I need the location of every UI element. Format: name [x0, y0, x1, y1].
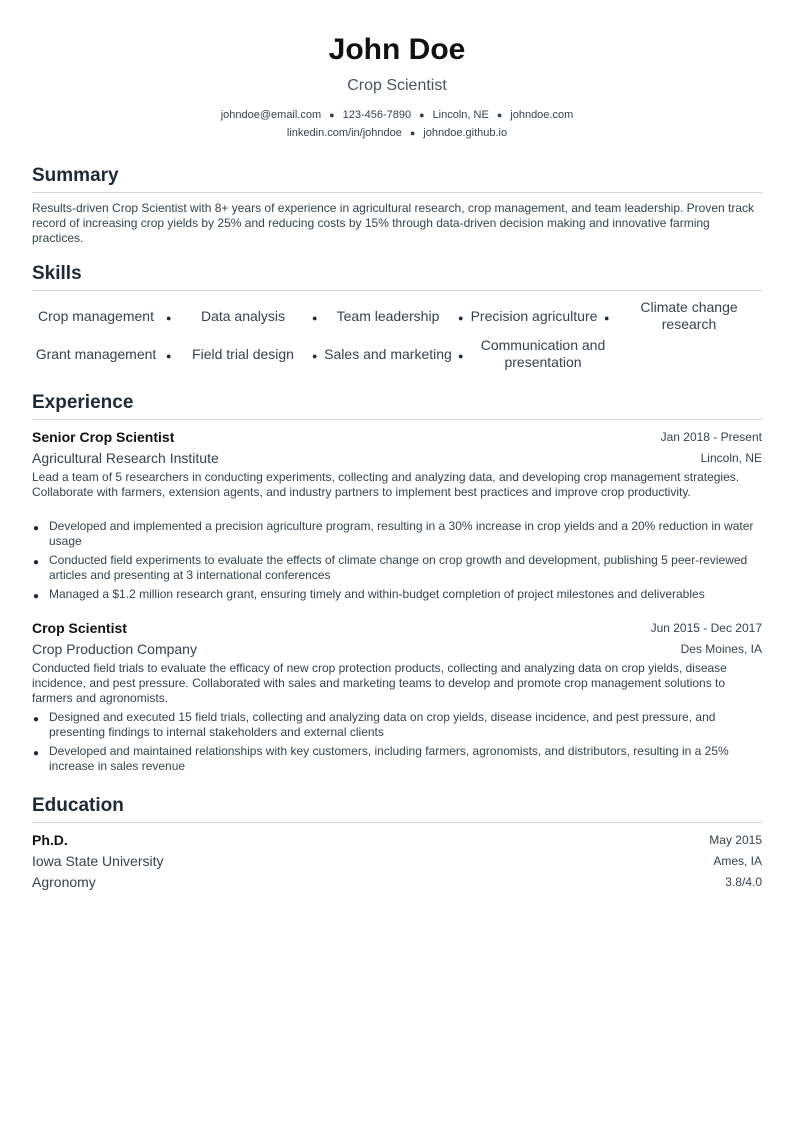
job-location: Lincoln, NE [700, 451, 762, 465]
candidate-title: Crop Scientist [347, 77, 447, 94]
education-degree: Ph.D. [32, 832, 68, 848]
education-divider [32, 822, 762, 823]
bullet-icon: ● [33, 714, 40, 725]
education-school: Iowa State University [32, 853, 164, 869]
skill-separator: ● [458, 351, 464, 361]
skill-separator: ● [166, 351, 172, 361]
job-bullet: ● Designed and executed 15 field trials, collecting and analyzing data on crop yields, disease incidence, and pest pressure, and presenting findings to internal stakeholders and external clients [33, 710, 716, 739]
contact-phone[interactable]: 123-456-7890 [342, 109, 412, 121]
contact-line-2 [32, 126, 762, 140]
job-bullet: ● Managed a $1.2 million research grant, ensuring timely and within-budget completion of project milestones and deliverables [33, 587, 705, 602]
job-title: Crop Scientist [32, 620, 127, 636]
job-bullet: ● Conducted field experiments to evaluate the effects of climate change on crop growth and development, publishing 5 peer-reviewed articles and presenting at 3 international conferences [33, 553, 748, 582]
contact-email[interactable]: johndoe@email.com [220, 109, 322, 121]
contact-github[interactable]: johndoe.github.io [423, 127, 508, 139]
summary-divider [32, 192, 762, 193]
job-description: Lead a team of 5 researchers in conducting experiments, collecting and analyzing data, and developing crop management strategies. Collaborate with farmers, extension agents, and industry partners to implement best practices and improve crop productivity. [32, 470, 740, 499]
job-location: Des Moines, IA [680, 642, 762, 656]
skill-item: Team leadership [336, 307, 440, 324]
skill-item: Data analysis [200, 307, 286, 324]
skill-item: Field trial design [192, 345, 294, 362]
job-dates: Jan 2018 - Present [660, 430, 762, 444]
education-field: Agronomy [32, 874, 96, 890]
bullet-icon: ● [33, 591, 40, 602]
education-location: Ames, IA [713, 854, 762, 868]
job-bullet: ● Developed and maintained relationships with key customers, including farmers, agronomists, and distributors, resulting in a 25% increase in sales revenue [33, 744, 729, 773]
skill-item: Grant management [35, 345, 157, 362]
contact-separator: ● [329, 110, 335, 120]
summary-text: Results-driven Crop Scientist with 8+ years of experience in agricultural research, crop management, and team leadership. Proven track record of increasing crop yields by 25% and reducing costs by 15% through data-driven decision making and innovative farming practices. [32, 201, 755, 245]
job-title: Senior Crop Scientist [32, 429, 175, 445]
skill-item: Precision agriculture [470, 307, 598, 324]
job-description: Conducted field trials to evaluate the efficacy of new crop protection products, collecting and analyzing data on crop yields, disease incidence, and pest pressure. Collaborated with sales and marketing teams to develop and promote crop management solutions to farmers and agronomists. [32, 661, 727, 705]
contact-linkedin[interactable]: linkedin.com/in/johndoe [286, 127, 402, 139]
skills-divider [32, 290, 762, 291]
experience-divider [32, 419, 762, 420]
contact-line-1 [32, 108, 762, 122]
contact-website[interactable]: johndoe.com [510, 109, 574, 121]
contact-separator: ● [409, 128, 416, 138]
education-gpa: 3.8/4.0 [725, 875, 762, 889]
experience-heading: Experience [32, 392, 134, 413]
bullet-icon: ● [33, 523, 40, 534]
skill-separator: ● [604, 313, 610, 323]
education-date: May 2015 [709, 833, 762, 847]
skill-item: Sales and marketing [324, 345, 452, 362]
skill-item: Crop management [38, 307, 154, 324]
skill-separator: ● [312, 313, 318, 323]
bullet-icon: ● [33, 557, 40, 568]
skill-separator: ● [312, 351, 318, 361]
contact-separator: ● [419, 110, 425, 120]
skills-heading: Skills [32, 263, 82, 284]
summary-heading: Summary [32, 165, 119, 186]
education-heading: Education [32, 795, 124, 816]
job-dates: Jun 2015 - Dec 2017 [650, 621, 762, 635]
skill-separator: ● [166, 313, 172, 323]
contact-separator: ● [496, 110, 503, 120]
skill-separator: ● [458, 313, 464, 323]
candidate-name: John Doe [328, 33, 466, 66]
job-company: Agricultural Research Institute [32, 450, 219, 466]
skill-item: Communication and presentation [480, 337, 606, 370]
contact-location: Lincoln, NE [432, 109, 489, 121]
bullet-icon: ● [33, 748, 40, 759]
skill-item: Climate change research [640, 299, 738, 332]
job-bullet: ● Developed and implemented a precision agriculture program, resulting in a 30% increase in crop yields and a 20% reduction in water usage [33, 519, 754, 548]
job-company: Crop Production Company [32, 641, 197, 657]
